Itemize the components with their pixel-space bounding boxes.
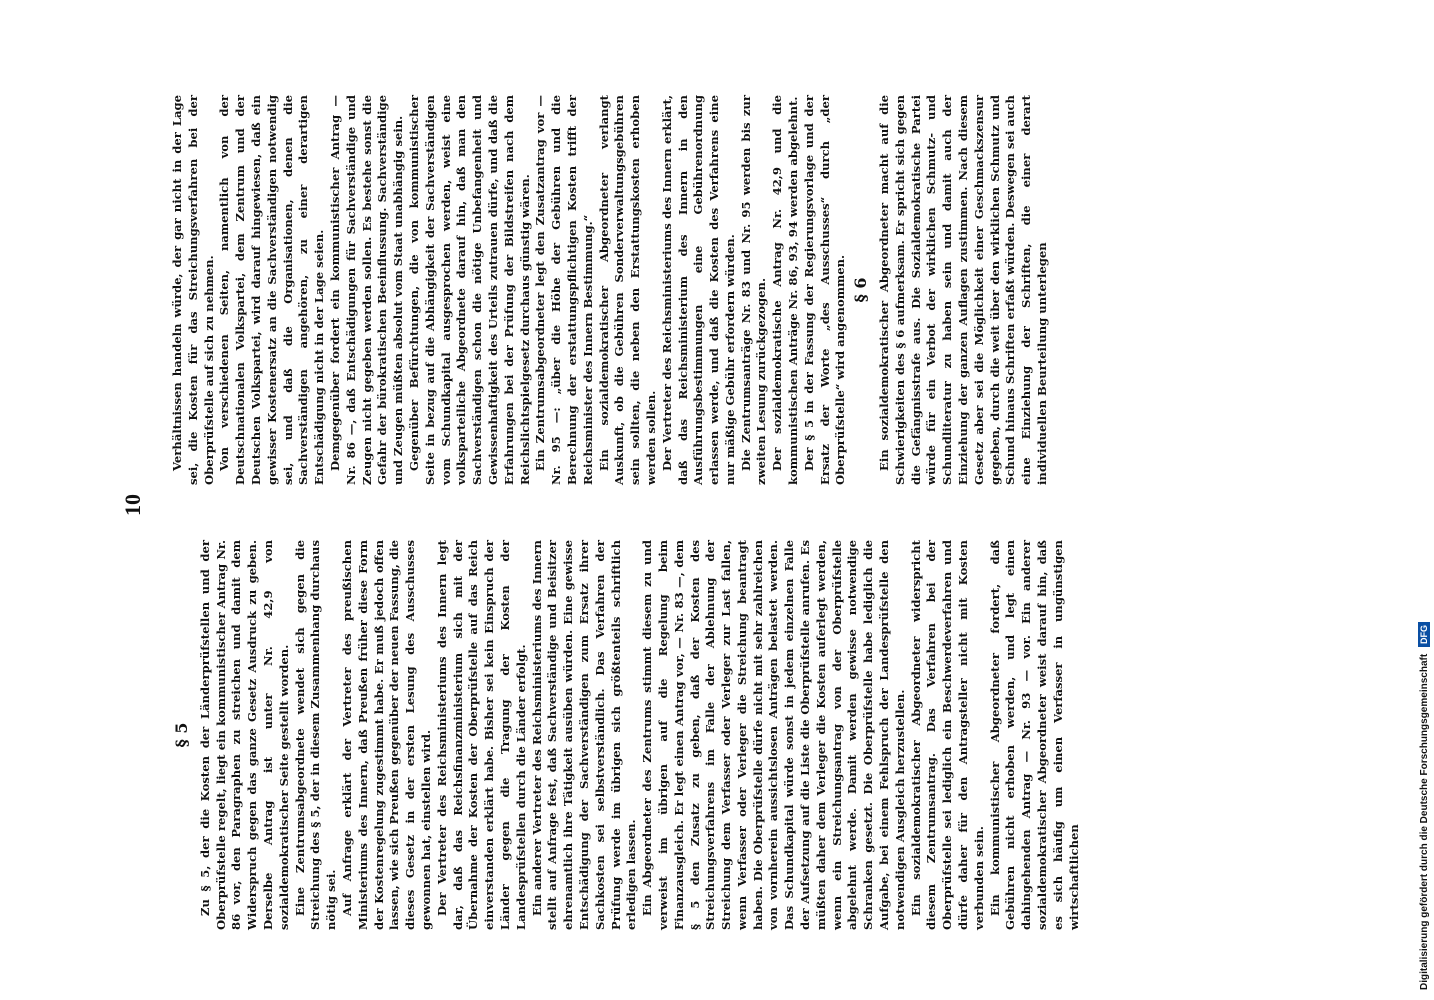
paragraph: Von verschiedenen Seiten, namentlich von der Deutschnationalen Volkspartei, dem Zentrum und der Deutschen Volkspartei, wird darauf hingewiesen, daß ein gewisser Kostenersatz an die Sachverständigen notwendig sei, und daß die Organisationen, denen die Sachverständigen angehören, zu einer derartigen Entschädigung nicht in der Lage seien. <box>217 95 327 485</box>
rotated-page <box>120 80 1320 930</box>
paragraph: Verhältnissen handeln würde, der gar nicht in der Lage sei, die Kosten für das Streichungsverfahren bei der Oberprüfstelle auf sich zu nehmen. <box>170 95 216 485</box>
paragraph: Ein sozialdemokratischer Abgeordneter widerspricht diesem Zentrumsantrag. Das Verfahren bei der Oberprüfstelle sei lediglich ein Beschwerdeverfahren und dürfe daher für den Antragsteller nicht mit Kosten verbunden sein. <box>908 540 986 930</box>
page-number: 10 <box>120 494 145 516</box>
paragraph: Eine Zentrumsabgeordnete wendet sich gegen die Streichung des § 5, der in diesem Zusammenhang durchaus nötig sei. <box>292 540 339 930</box>
paragraph: Der sozialdemokratische Antrag Nr. 42,9 und die kommunistischen Anträge Nr. 86, 93, 94 werden abgelehnt. <box>770 95 801 485</box>
paragraph: Ein anderer Vertreter des Reichsministeriums des Innern stellt auf Anfrage fest, daß Sachverständige und Beisitzer ehrenamtlich ihre Tätigkeit ausüben würden. Eine gewisse Entschädigung der Sachverständigen zum Ersatz ihrer Sachkosten sei selbstverständlich. Das Verfahren der Prüfung werde im übrigen sich größtenteils schriftlich erledigen lassen. <box>529 540 639 930</box>
paragraph: Gegenüber Befürchtungen, die von kommunistischer Seite in bezug auf die Abhängigkeit der Sachverständigen vom Schundkapital ausgesprochen werden, weist eine volksparteiliche Abgeordnete darauf hin, daß man den Sachverständigen schon die nötige Unbefangenheit und Gewissenhaftigkeit des Urteils zutrauen dürfe, und daß die Erfahrungen bei der Prüfung der Bildstreifen nach dem Reichslichtspielgesetz durchaus günstig wären. <box>406 95 532 485</box>
section-heading-6: § 6 <box>851 277 871 303</box>
paragraph: Ein sozialdemokratischer Abgeordneter macht auf die Schwierigkeiten des § 6 aufmerksam. Er spricht sich gegen die Gefängnisstrafe aus. Die Sozialdemokratische Partei würde für ein Verbot der wirklichen Schmutz- und Schundliteratur zu haben sein und damit auch der Einziehung der ganzen Auflagen zustimmen. Nach diesem Gesetz aber sei die Möglichkeit einer Geschmackszensur gegeben, durch die weit über den wirklichen Schmutz und Schund hinaus Schriften erfaßt würden. Deswegen sei auch eine Einziehung der Schriften, die einer derart individuellen Beurteilung unterlegen <box>877 95 1050 485</box>
paragraph: Der Vertreter des Reichsministeriums des Innern legt dar, daß das Reichsfinanzministerium sich mit der Übernahme der Kosten der Oberprüfstelle auf das Reich einverstanden erklärt habe. Bisher sei kein Einspruch der Länder gegen die Tragung der Kosten der Landesprüfstellen durch die Länder erfolgt. <box>434 540 528 930</box>
funding-note: Digitalisierung gefördert durch die Deutsche Forschungsgemeinschaft <box>1419 653 1430 990</box>
paragraph: Auf Anfrage erklärt der Vertreter des preußischen Ministeriums des Innern, daß Preußen früher diese Form der Kostenregelung zugestimmt habe. Er muß jedoch offen lassen, wie sich Preußen gegenüber der neuen Fassung, die dieses Gesetz in der ersten Lesung des Ausschusses gewonnen hat, einstellen wird. <box>339 540 433 930</box>
paragraph: Zu § 5, der die Kosten der Länderprüfstellen und der Oberprüfstelle regelt, liegt ein kommunistischer Antrag Nr. 86 vor, den Paragraphen zu streichen und damit dem Widerspruch gegen das ganze Gesetz Ausdruck zu geben. Derselbe Antrag ist unter Nr. 42,9 von sozialdemokratischer Seite gestellt worden. <box>197 540 291 930</box>
paragraph: Der Vertreter des Reichsministeriums des Innern erklärt, daß das Reichsministerium des Innern in den Ausführungsbestimmungen eine Gebührenordnung erlassen werde, und daß die Kosten des Verfahrens eine nur mäßige Gebühr erfordern würden. <box>659 95 737 485</box>
left-column <box>170 540 1082 930</box>
dfg-logo: DFG <box>1418 622 1430 647</box>
paragraph: Ein kommunistischer Abgeordneter fordert, daß Gebühren nicht erhoben werden, und legt einen dahingehenden Antrag — Nr. 93 — vor. Ein anderer sozialdemokratischer Abgeordneter weist darauf hin, daß es sich häufig um einen Verfasser in ungünstigen wirtschaftlichen <box>987 540 1081 930</box>
paragraph: Der § 5 in der Fassung der Regierungsvorlage und der Ersatz der Worte „des Ausschusses“ durch „der Oberprüfstelle“ wird angenommen. <box>801 95 848 485</box>
section-heading-5: § 5 <box>172 722 191 748</box>
paragraph: Demgegenüber fordert ein kommunistischer Antrag — Nr. 86 —, daß Entschädigungen für Sachverständige und Zeugen nicht gegeben werden sollen. Es bestehe sonst die Gefahr der bürokratischen Beeinflussung. Sachverständige und Zeugen müßten absolut vom Staat unabhängig sein. <box>327 95 406 485</box>
right-column <box>170 95 1051 485</box>
paragraph: Ein sozialdemokratischer Abgeordneter verlangt Auskunft, ob die Gebühren Sonderverwaltungsgebühren sein sollten, die neben den Erstattungskosten erhoben werden sollen. <box>596 95 658 485</box>
paragraph: Ein Abgeordneter des Zentrums stimmt diesem zu und verweist im übrigen auf die Regelung beim Finanzausgleich. Er legt einen Antrag vor, — Nr. 83 —, dem § 5 den Zusatz zu geben, daß der Kosten des Streichungsverfahrens im Falle der Ablehnung der Streichung dem Verfasser oder Verleger zur Last fallen, wenn Verfasser oder Verleger die Streichung beantragt haben. Die Oberprüfstelle dürfe nicht mit sehr zahlreichen von vornherein aussichtslosen Anträgen belastet werden. Das Schundkapital würde sonst in jedem einzelnen Falle der Aufsetzung auf die Liste die Oberprüfstelle anrufen. Es müßten daher dem Verleger die Kosten auferlegt werden, wenn ein Streichungsantrag von der Oberprüfstelle abgelehnt werde. Damit werden gewisse notwendige Schranken gesetzt. Die Oberprüfstelle habe lediglich die Aufgabe, bei einem Fehlspruch der Landesprüfstelle den notwendigen Ausgleich herzustellen. <box>640 540 907 930</box>
funding-sidebar <box>1418 0 1434 990</box>
paragraph: Ein Zentrumsabgeordneter legt den Zusatzantrag vor — Nr. 95 —: „über die Höhe der Gebühren und die Berechnung der erstattungspflichtigen Kosten trifft der Reichsminister des Innern Bestimmung.“ <box>533 95 595 485</box>
paragraph: Die Zentrumsanträge Nr. 83 und Nr. 95 werden bis zur zweiten Lesung zurückgezogen. <box>738 95 769 485</box>
